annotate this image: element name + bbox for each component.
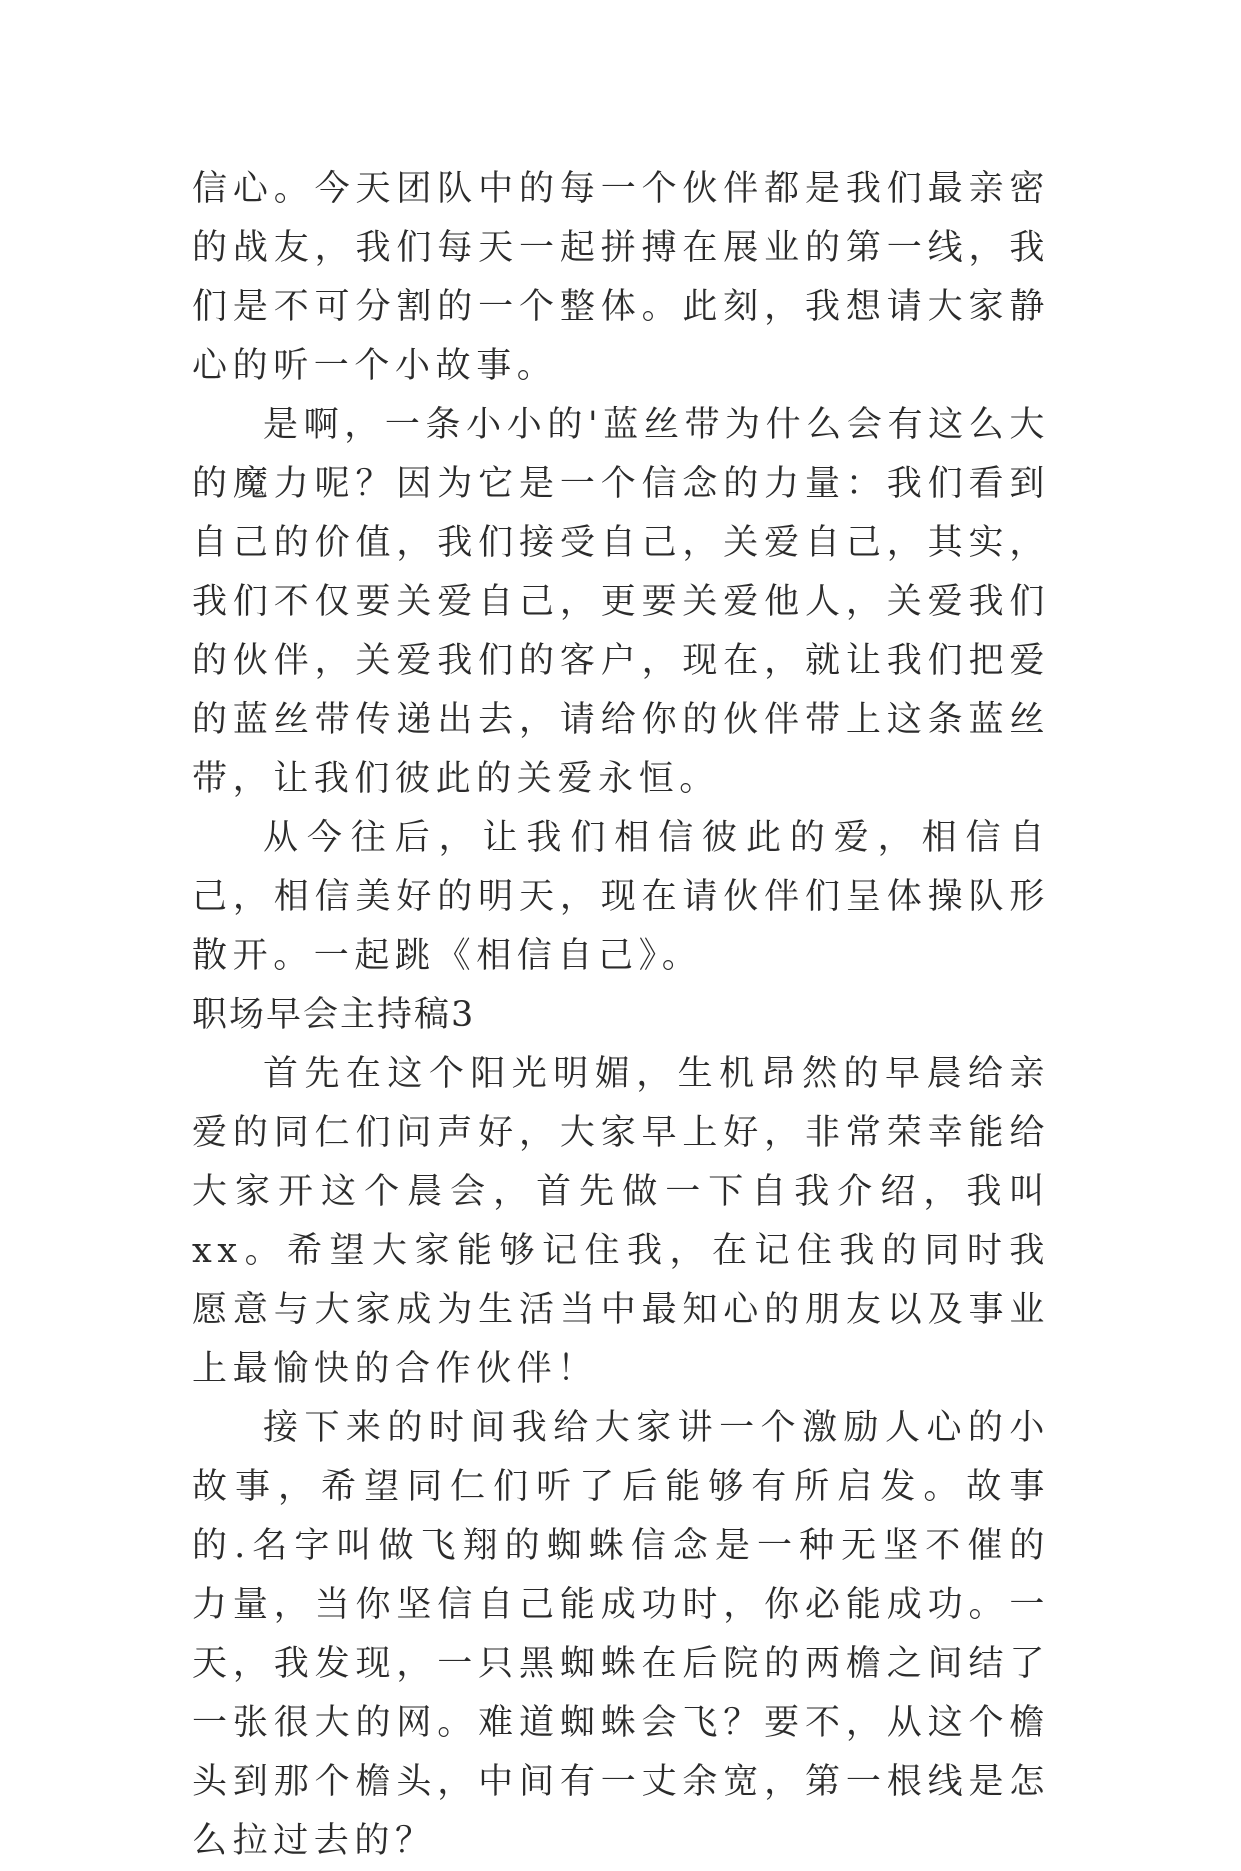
paragraph: 首先在这个阳光明媚，生机昂然的早晨给亲爱的同仁们问声好，大家早上好，非常荣幸能给大家开这个晨会，首先做一下自我介绍，我叫xx。希望大家能够记住我，在记住我的同时我愿意与大家成为生活当中最知心的朋友以及事业上最愉快的合作伙伴！	[192, 1054, 1050, 1389]
paragraph: 信心。今天团队中的每一个伙伴都是我们最亲密的战友，我们每天一起拼搏在展业的第一线，我们是不可分割的一个整体。此刻，我想请大家静心的听一个小故事。	[192, 169, 1050, 386]
document-body	[192, 160, 1050, 1871]
paragraph: 接下来的时间我给大家讲一个激励人心的小故事，希望同仁们听了后能够有所启发。故事的.名字叫做飞翔的蜘蛛信念是一种无坚不催的力量，当你坚信自己能成功时，你必能成功。一天，我发现，一只黑蜘蛛在后院的两檐之间结了一张很大的网。难道蜘蛛会飞？要不，从这个檐头到那个檐头，中间有一丈余宽，第一根线是怎么拉过去的？	[192, 1408, 1050, 1861]
paragraph: 是啊，一条小小的'蓝丝带为什么会有这么大的魔力呢？因为它是一个信念的力量：我们看到自己的价值，我们接受自己，关爱自己，其实，我们不仅要关爱自己，更要关爱他人，关爱我们的伙伴，关爱我们的客户，现在，就让我们把爱的蓝丝带传递出去，请给你的伙伴带上这条蓝丝带，让我们彼此的关爱永恒。	[192, 405, 1050, 799]
section-title: 职场早会主持稿3	[192, 995, 476, 1035]
paragraph: 从今往后，让我们相信彼此的爱，相信自己，相信美好的明天，现在请伙伴们呈体操队形散开。一起跳《相信自己》。	[192, 818, 1050, 976]
